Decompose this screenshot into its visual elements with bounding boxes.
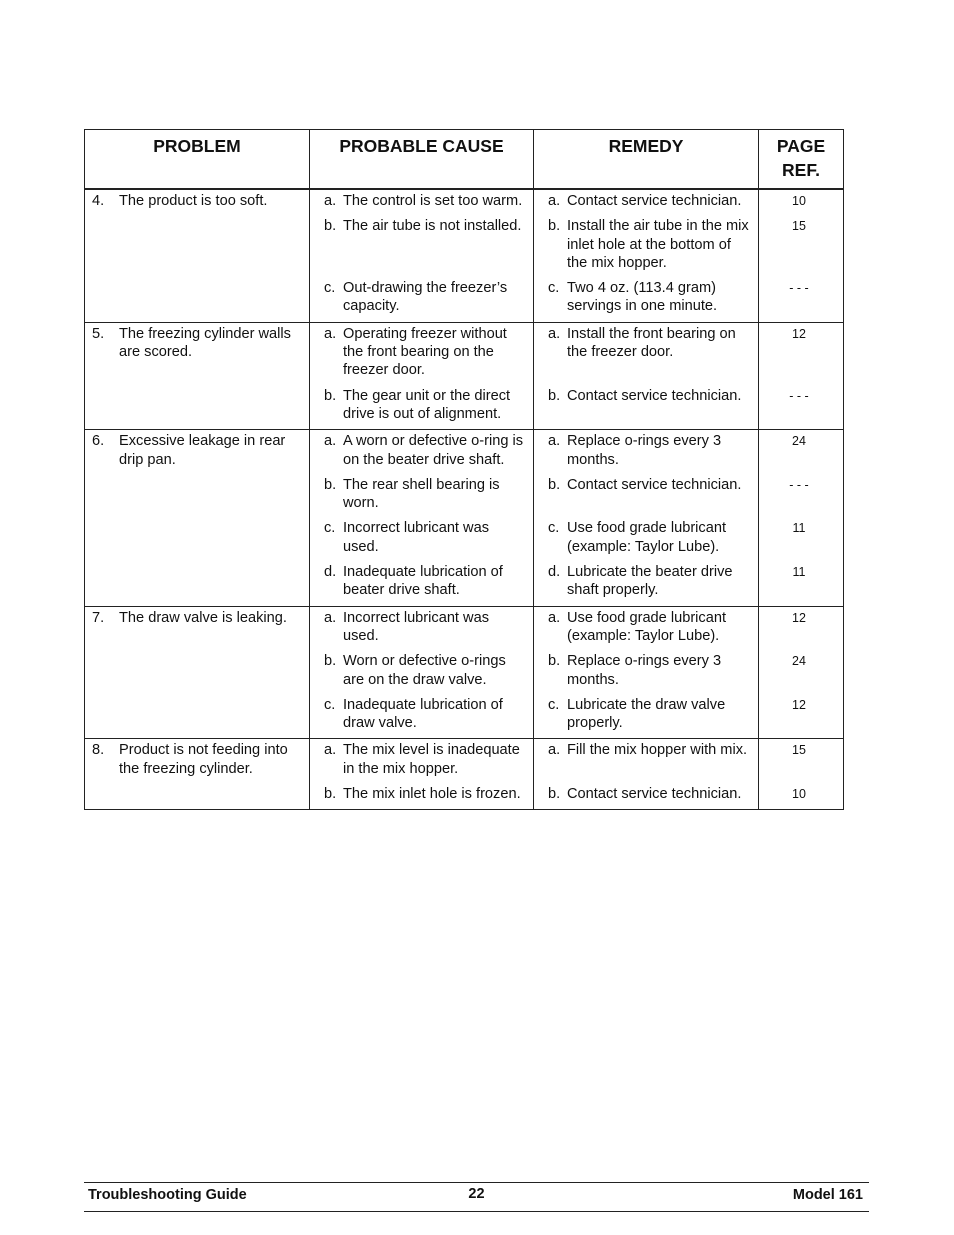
footer-guide-title: Troubleshooting Guide <box>88 1187 247 1203</box>
cause-item <box>310 192 533 210</box>
header-page-ref: PAGE REF. <box>759 130 844 190</box>
page-ref-cell: 15 <box>759 217 844 279</box>
cause-text: The control is set too warm. <box>343 193 523 209</box>
problem-cell <box>85 217 310 279</box>
table-row <box>85 279 844 322</box>
remedy-text: Install the air tube in the mix inlet hole at the bottom of the mix hopper. <box>567 218 749 271</box>
page-ref-cell: - - - <box>759 476 844 520</box>
cause-cell <box>310 739 534 785</box>
remedy-text: Contact service technician. <box>567 786 742 803</box>
table-row <box>85 387 844 430</box>
cause-cell <box>310 476 534 520</box>
table-row <box>85 606 844 652</box>
problem-description: Excessive leakage in rear drip pan. <box>119 433 286 468</box>
remedy-text: Two 4 oz. (113.4 gram) servings in one minute. <box>567 280 718 315</box>
problem-description: The freezing cylinder walls are scored. <box>119 325 291 361</box>
cause-cell <box>310 652 534 696</box>
cause-item <box>310 609 533 646</box>
remedy-letter: a. <box>548 609 561 626</box>
problem-text <box>85 609 309 627</box>
remedy-cell <box>534 217 759 279</box>
cause-item <box>310 696 533 733</box>
remedy-item <box>534 696 758 733</box>
cause-letter: c. <box>324 520 336 537</box>
remedy-item <box>534 476 758 494</box>
page-ref-cell: 15 <box>759 739 844 785</box>
problem-cell <box>85 279 310 322</box>
remedy-item <box>534 563 758 600</box>
remedy-letter: b. <box>548 218 561 235</box>
cause-item <box>310 785 533 803</box>
remedy-cell <box>534 430 759 476</box>
table-row <box>85 739 844 785</box>
cause-cell <box>310 189 534 217</box>
remedy-cell <box>534 606 759 652</box>
cause-text: Worn or defective o-rings are on the draw valve. <box>343 653 506 688</box>
cause-item <box>310 387 533 424</box>
cause-text: Incorrect lubricant was used. <box>343 609 489 644</box>
cause-letter: b. <box>324 786 337 803</box>
remedy-item <box>534 785 758 803</box>
remedy-letter: a. <box>548 742 561 759</box>
table-row <box>85 189 844 217</box>
cause-text: The rear shell bearing is worn. <box>343 476 500 512</box>
cause-item <box>310 432 533 469</box>
cause-text: The mix inlet hole is frozen. <box>343 786 521 803</box>
problem-cell <box>85 739 310 785</box>
remedy-letter: d. <box>548 564 561 581</box>
cause-item <box>310 652 533 689</box>
cause-text: Inadequate lubrication of beater drive shaft. <box>343 564 503 599</box>
table-row <box>85 476 844 520</box>
problem-number: 7. <box>92 609 105 626</box>
table-row <box>85 696 844 739</box>
remedy-cell <box>534 519 759 563</box>
problem-text <box>85 741 309 778</box>
footer-model: Model 161 <box>792 1187 863 1203</box>
remedy-cell <box>534 189 759 217</box>
remedy-letter: a. <box>548 193 561 209</box>
problem-cell <box>85 652 310 696</box>
problem-cell <box>85 785 310 810</box>
problem-text <box>85 192 309 210</box>
remedy-item <box>534 609 758 646</box>
cause-letter: c. <box>324 696 336 713</box>
problem-description: The draw valve is leaking. <box>119 609 287 626</box>
remedy-cell <box>534 322 759 386</box>
problem-cell <box>85 606 310 652</box>
remedy-item <box>534 325 758 362</box>
table-row <box>85 652 844 696</box>
cause-letter: d. <box>324 564 337 581</box>
page-ref-cell: - - - <box>759 387 844 430</box>
cause-cell <box>310 606 534 652</box>
cause-letter: b. <box>324 387 337 404</box>
remedy-cell <box>534 652 759 696</box>
problem-cell <box>85 563 310 606</box>
remedy-cell <box>534 739 759 785</box>
cause-item <box>310 279 533 316</box>
cause-item <box>310 563 533 600</box>
cause-text: The gear unit or the direct drive is out of alignment. <box>343 387 511 422</box>
page-ref-cell: 10 <box>759 785 844 810</box>
cause-text: Inadequate lubrication of draw valve. <box>343 696 503 732</box>
cause-cell <box>310 563 534 606</box>
remedy-text: Use food grade lubricant (example: Taylor Lube). <box>567 609 727 644</box>
remedy-text: Contact service technician. <box>567 387 742 404</box>
header-problem: PROBLEM <box>85 130 310 190</box>
problem-description: The product is too soft. <box>119 193 268 209</box>
remedy-letter: a. <box>548 325 561 342</box>
problem-cell <box>85 387 310 430</box>
remedy-letter: c. <box>548 280 560 297</box>
problem-cell <box>85 696 310 739</box>
remedy-letter: b. <box>548 476 561 493</box>
cause-text: Out-drawing the freezer’s capacity. <box>343 280 508 315</box>
problem-cell <box>85 476 310 520</box>
remedy-text: Fill the mix hopper with mix. <box>567 742 748 759</box>
remedy-cell <box>534 387 759 430</box>
problem-group <box>85 739 844 810</box>
remedy-text: Install the front bearing on the freezer door. <box>567 325 736 361</box>
page-ref-cell: 12 <box>759 322 844 386</box>
problem-text <box>85 432 309 469</box>
remedy-letter: a. <box>548 433 561 450</box>
problem-group <box>85 430 844 606</box>
page-ref-cell: 11 <box>759 563 844 606</box>
cause-letter: a. <box>324 742 337 759</box>
problem-cell <box>85 322 310 386</box>
troubleshooting-table <box>84 129 844 810</box>
cause-text: Operating freezer without the front bearing on the freezer door. <box>343 325 507 379</box>
cause-letter: c. <box>324 280 336 297</box>
problem-cell <box>85 519 310 563</box>
problem-cell <box>85 430 310 476</box>
remedy-item <box>534 432 758 469</box>
remedy-letter: b. <box>548 387 561 404</box>
remedy-text: Replace o-rings every 3 months. <box>567 433 722 468</box>
remedy-letter: c. <box>548 696 560 713</box>
remedy-item <box>534 652 758 689</box>
page-footer <box>84 1182 869 1212</box>
cause-item <box>310 476 533 513</box>
remedy-text: Use food grade lubricant (example: Taylor Lube). <box>567 520 727 555</box>
page-ref-cell: - - - <box>759 279 844 322</box>
remedy-text: Contact service technician. <box>567 476 742 493</box>
remedy-letter: b. <box>548 786 561 803</box>
page-ref-cell: 10 <box>759 189 844 217</box>
remedy-text: Lubricate the beater drive shaft properly. <box>567 564 733 599</box>
page-ref-cell: 12 <box>759 696 844 739</box>
table-row <box>85 430 844 476</box>
cause-item <box>310 519 533 556</box>
cause-cell <box>310 785 534 810</box>
remedy-letter: b. <box>548 653 561 670</box>
remedy-text: Lubricate the draw valve properly. <box>567 696 726 732</box>
cause-letter: b. <box>324 218 337 235</box>
table-row <box>85 785 844 810</box>
remedy-text: Contact service technician. <box>567 193 742 209</box>
remedy-item <box>534 387 758 405</box>
page-ref-cell: 12 <box>759 606 844 652</box>
page-ref-cell: 24 <box>759 652 844 696</box>
cause-cell <box>310 430 534 476</box>
cause-letter: b. <box>324 476 337 493</box>
cause-item <box>310 741 533 778</box>
cause-text: The mix level is inadequate in the mix hopper. <box>343 742 520 777</box>
problem-text <box>85 325 309 362</box>
remedy-item <box>534 519 758 556</box>
remedy-cell <box>534 696 759 739</box>
header-remedy: REMEDY <box>534 130 759 190</box>
cause-item <box>310 325 533 380</box>
remedy-item <box>534 192 758 210</box>
table-row <box>85 217 844 279</box>
cause-cell <box>310 279 534 322</box>
remedy-cell <box>534 279 759 322</box>
page-ref-cell: 11 <box>759 519 844 563</box>
remedy-cell <box>534 476 759 520</box>
cause-letter: b. <box>324 653 337 670</box>
header-probable-cause: PROBABLE CAUSE <box>310 130 534 190</box>
footer-page-number: 22 <box>468 1186 485 1202</box>
cause-cell <box>310 387 534 430</box>
cause-letter: a. <box>324 193 337 209</box>
table-header-row <box>85 130 844 190</box>
problem-number: 8. <box>92 742 105 759</box>
table-row <box>85 563 844 606</box>
problem-group <box>85 606 844 739</box>
cause-cell <box>310 519 534 563</box>
cause-letter: a. <box>324 609 337 626</box>
remedy-letter: c. <box>548 520 560 537</box>
remedy-cell <box>534 563 759 606</box>
cause-text: A worn or defective o-ring is on the beater drive shaft. <box>343 433 524 468</box>
problem-group <box>85 322 844 429</box>
cause-letter: a. <box>324 325 337 342</box>
problem-number: 6. <box>92 433 105 450</box>
cause-text: Incorrect lubricant was used. <box>343 520 489 555</box>
problem-description: Product is not feeding into the freezing cylinder. <box>119 742 288 777</box>
table-row <box>85 519 844 563</box>
remedy-item <box>534 217 758 272</box>
problem-cell <box>85 189 310 217</box>
problem-group <box>85 189 844 322</box>
cause-item <box>310 217 533 235</box>
cause-letter: a. <box>324 433 337 450</box>
cause-cell <box>310 217 534 279</box>
problem-number: 5. <box>92 325 105 342</box>
remedy-text: Replace o-rings every 3 months. <box>567 653 722 688</box>
cause-cell <box>310 696 534 739</box>
remedy-item <box>534 741 758 759</box>
cause-cell <box>310 322 534 386</box>
cause-text: The air tube is not installed. <box>343 218 522 235</box>
problem-number: 4. <box>92 193 105 209</box>
page-ref-cell: 24 <box>759 430 844 476</box>
table-row <box>85 322 844 386</box>
remedy-item <box>534 279 758 316</box>
remedy-cell <box>534 785 759 810</box>
